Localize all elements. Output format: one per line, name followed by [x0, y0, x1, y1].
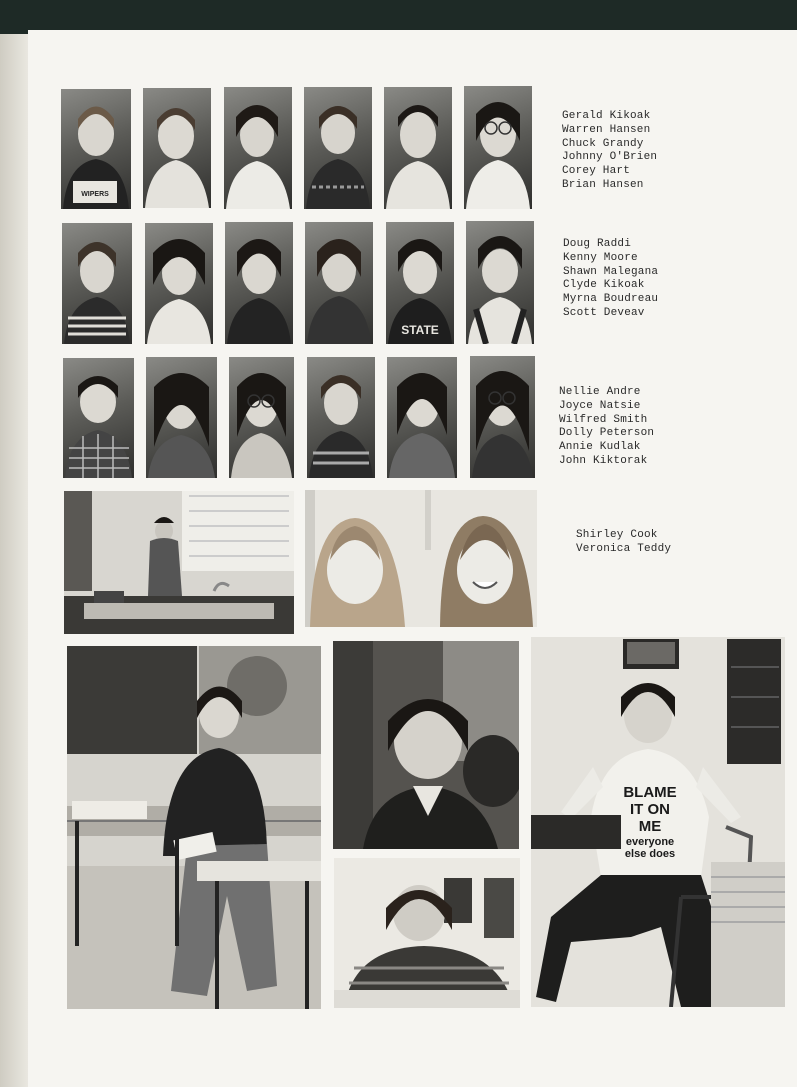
names-duo — [576, 529, 671, 557]
name-label: Clyde Kikoak — [563, 279, 645, 292]
portrait-shawn-malegana — [225, 222, 293, 344]
name-label: Brian Hansen — [562, 178, 644, 191]
name-label: Gerald Kikoak — [562, 110, 651, 122]
portrait-joyce-natsie — [146, 357, 217, 478]
name-label: Doug Raddi — [563, 238, 632, 250]
name-label: Wilfred Smith — [559, 413, 648, 426]
portrait-kenny-moore — [145, 223, 213, 344]
name-label: Annie Kudlak — [559, 441, 641, 454]
portrait-nellie-andre — [63, 358, 134, 478]
name-label: Myrna Boudreau — [563, 293, 659, 306]
name-label: Corey Hart — [562, 165, 631, 178]
name-label: Scott Deveav — [563, 306, 645, 319]
portrait-warren-hansen — [143, 88, 211, 208]
name-label: Kenny Moore — [563, 251, 638, 264]
shirt-slogan-line: everyone — [625, 836, 675, 848]
shirt-print-wipers: WIPERS — [81, 191, 109, 198]
scan-top-edge — [0, 0, 797, 34]
portrait-brian-hansen — [464, 86, 532, 209]
names-row-1 — [562, 110, 657, 193]
portrait-clyde-kikoak — [305, 222, 373, 344]
photo-boy-blame-shirt — [531, 637, 785, 1007]
binding-gutter — [0, 34, 28, 1087]
name-label: Dolly Peterson — [559, 427, 655, 440]
name-label: Chuck Grandy — [562, 137, 644, 150]
shirt-slogan-line: IT ON — [630, 801, 670, 818]
portrait-john-kiktorak — [470, 356, 535, 478]
portrait-dolly-peterson — [307, 357, 375, 478]
photo-boy-looking-up — [333, 641, 519, 849]
name-label: Joyce Natsie — [559, 399, 641, 412]
name-label: Nellie Andre — [559, 386, 641, 398]
shirt-slogan-line: BLAME — [623, 784, 677, 801]
portrait-doug-raddi — [62, 223, 132, 344]
portrait-wilfred-smith — [229, 357, 294, 478]
name-label: Veronica Teddy — [576, 542, 672, 555]
portrait-annie-kudlak — [387, 357, 457, 478]
portrait-scott-deveav — [466, 221, 534, 344]
portrait-corey-hart — [384, 87, 452, 209]
photo-boy-writing — [334, 858, 520, 1008]
names-row-2 — [563, 238, 658, 321]
portrait-gerald-kikoak — [61, 89, 131, 209]
portrait-johnny-obrien — [304, 87, 372, 209]
names-row-3 — [559, 386, 654, 469]
photo-boy-on-desk — [67, 646, 321, 1009]
name-label: Warren Hansen — [562, 123, 651, 136]
portrait-myrna-boudreau — [386, 222, 454, 344]
name-label: Shirley Cook — [576, 529, 658, 541]
shirt-print-state: STATE — [401, 323, 439, 337]
shirt-slogan-line: ME — [638, 818, 662, 835]
shirt-slogan-line: else does — [624, 848, 676, 860]
photo-two-girls — [305, 490, 537, 627]
name-label: Johnny O'Brien — [562, 151, 658, 164]
name-label: Shawn Malegana — [563, 265, 659, 278]
name-label: John Kiktorak — [559, 454, 648, 467]
portrait-chuck-grandy — [224, 87, 292, 209]
photo-classroom-sink — [64, 491, 294, 634]
